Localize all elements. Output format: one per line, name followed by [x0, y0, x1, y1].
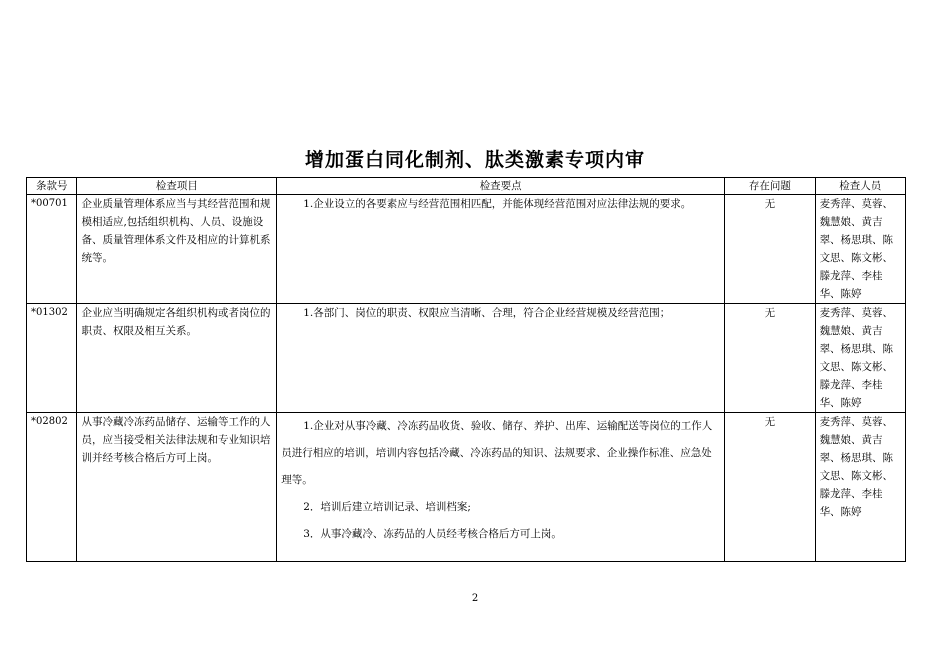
clause-code: *01302 [27, 304, 77, 413]
inspection-point: 3．从事冷藏冷、冻药品的人员经考核合格后方可上岗。 [303, 528, 562, 540]
inspection-points [277, 195, 725, 304]
page-number: 2 [471, 593, 479, 604]
header-staff: 检查人员 [815, 178, 905, 195]
issue-cell: 无 [725, 304, 815, 413]
inspectors-cell: 麦秀萍、莫蓉、魏慧娘、黄吉翠、杨思琪、陈文思、陈文彬、滕龙萍、李桂华、陈婷 [815, 195, 905, 304]
table-header-row [27, 178, 906, 195]
inspection-points [277, 304, 725, 413]
header-points: 检查要点 [277, 178, 725, 195]
clause-code: *00701 [27, 195, 77, 304]
inspectors-cell: 麦秀萍、莫蓉、魏慧娘、黄吉翠、杨思琪、陈文思、陈文彬、滕龙萍、李桂华、陈婷 [815, 304, 905, 413]
audit-table [26, 177, 906, 562]
table-row [27, 195, 906, 304]
inspection-point: 1.各部门、岗位的职责、权限应当清晰、合理，符合企业经营规模及经营范围； [303, 307, 671, 319]
document-title: 增加蛋白同化制剂、肽类激素专项内审 [304, 149, 645, 171]
header-item: 检查项目 [77, 178, 277, 195]
inspection-item: 企业质量管理体系应当与其经营范围和规模相适应,包括组织机构、人员、设施设备、质量管理体系文件及相应的计算机系统等。 [77, 195, 277, 304]
inspection-item: 企业应当明确规定各组织机构或者岗位的职责、权限及相互关系。 [77, 304, 277, 413]
clause-code: *02802 [27, 413, 77, 562]
header-code: 条款号 [27, 178, 77, 195]
header-issue: 存在问题 [725, 178, 815, 195]
issue-cell: 无 [725, 195, 815, 304]
inspection-point: 1.企业对从事冷藏、冷冻药品收货、验收、储存、养护、出库、运输配送等岗位的工作人员进行相应的培训，培训内容包括冷藏、冷冻药品的知识、法规要求、企业操作标准、应急处理等。 [281, 420, 713, 486]
inspectors-cell: 麦秀萍、莫蓉、魏慧娘、黄吉翠、杨思琪、陈文思、陈文彬、滕龙萍、李桂华、陈婷 [815, 413, 905, 562]
table-row [27, 304, 906, 413]
inspection-point: 1.企业设立的各要素应与经营范围相匹配，并能体现经营范围对应法律法规的要求。 [303, 198, 692, 210]
inspection-item: 从事冷藏冷冻药品储存、运输等工作的人员，应当接受相关法律法规和专业知识培训并经考核合格后方可上岗。 [77, 413, 277, 562]
inspection-points [277, 413, 725, 562]
issue-cell: 无 [725, 413, 815, 562]
inspection-point: 2．培训后建立培训记录、培训档案; [303, 501, 471, 513]
table-row [27, 413, 906, 562]
